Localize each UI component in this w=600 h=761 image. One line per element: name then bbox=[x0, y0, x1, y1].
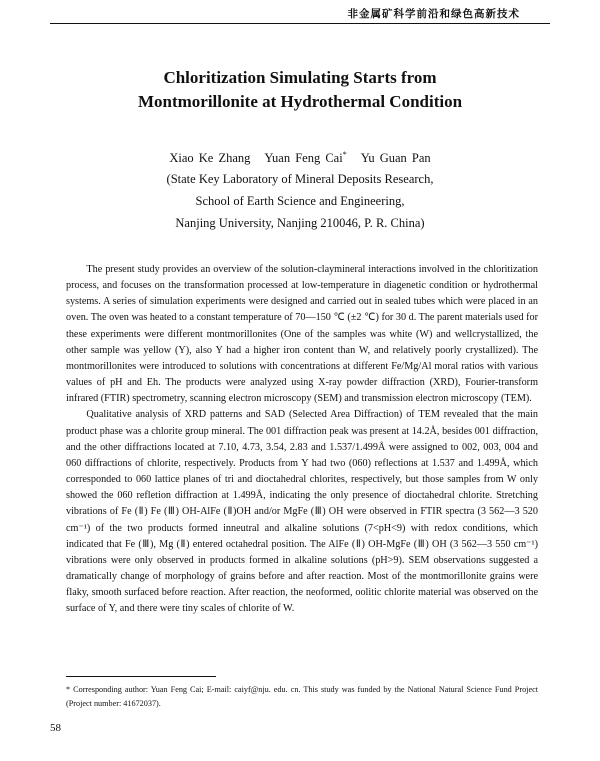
author-name: Yuan Feng Cai bbox=[264, 151, 343, 166]
affiliation-line-2: School of Earth Science and Engineering, bbox=[195, 194, 405, 208]
abstract-paragraph-2: Qualitative analysis of XRD patterns and SAD (Selected Area Diffraction) of TEM revealed that the main product phase was a chlorite group mineral. The 001 diffraction peak was present at 14.2Å, besides 001 diffraction, and the other diffractions located at 7.10, 4.73, 3.54, 2.83 and 1.537/1.499Å were assigned to 002, 003, 004 and 060 diffractions of chlorite, respectively. Products from Y had two (060) reflections at 1.537 and 1.499Å, which corresponded to 060 lattice planes of tri and dioctahedral chlorites, respectively, but those samples from W only showed the 060 refletion diffraction at 1.499Å, indicating the only presence of dioctahedral chlorite. Stretching vibrations of Fe (Ⅱ) Fe (Ⅲ) OH-AlFe (Ⅱ)OH and/or MgFe (Ⅲ) OH were observed in FTIR spectra (3 562—3 520 cm⁻¹) of the two products formed inneutral and alkaline solutions (7<pH<9) with redox conditions, which indicated that Fe (Ⅲ), Mg (Ⅱ) entered octahedral position. The AlFe (Ⅱ) OH-MgFe (Ⅲ) OH (3 562—3 550 cm⁻¹) vibrations were only observed in products formed in alkaline solutions (pH>9). SEM observations suggested a dramatically change of morphology of grains before and after reaction. Most of the montmorillonite grains were flaky, smooth surfaced before reaction. After reaction, the neoformed, oolitic chlorite material was observed on the surface of Y, and there were tiny scales of chlorite of W. bbox=[66, 409, 538, 615]
author-name: Yu Guan Pan bbox=[360, 151, 431, 166]
corresponding-author-mark: * bbox=[342, 150, 347, 159]
affiliation-line-1: (State Key Laboratory of Mineral Deposits Research, bbox=[166, 172, 434, 186]
paper-title-line-2: Montmorillonite at Hydrothermal Condition bbox=[137, 92, 463, 111]
header-divider bbox=[50, 23, 550, 24]
paper-title-line-1: Chloritization Simulating Starts from bbox=[163, 68, 437, 87]
running-header: 非金属矿科学前沿和绿色高新技术 bbox=[347, 8, 520, 20]
author-name: Xiao Ke Zhang bbox=[169, 151, 251, 166]
affiliation-line-3: Nanjing University, Nanjing 210046, P. R. China) bbox=[175, 216, 425, 230]
author-list bbox=[0, 150, 600, 166]
abstract-body bbox=[66, 262, 538, 617]
footnote-divider bbox=[66, 676, 216, 677]
footnote: * Corresponding author: Yuan Feng Cai; E-mail: caiyf@nju. edu. cn. This study was funded by the National Natural Science Fund Project (Project number: 41672037). bbox=[66, 685, 538, 708]
abstract-paragraph-1: The present study provides an overview of the solution-claymineral interactions involved in the chloritization process, and focuses on the transformation processed at low-temperature in diagenetic condition or hydrothermal systems. A series of simulation experiments were designed and carried out in sealed tubes which were placed in an oven. The oven was heated to a constant temperature of 70—150 ℃ (±2 ℃) for 30 d. The parent materials used for these experiments were different montmorillonites (One of the samples was white (W) and wellcrystallized, the other sample was yellow (Y), also Y had a higher iron content than W, and relatively poorly crystallized). The montmorillonites were introduced to solutions with concentrations at different Fe/Mg/Al moral ratios with various values of pH and Eh. The products were analyzed using X-ray powder diffraction (XRD), Fourier-transform infrared (FTIR) spectrometry, scanning electron microscopy (SEM) and transmission electron microscopy (TEM). bbox=[66, 264, 538, 405]
page-number: 58 bbox=[50, 722, 61, 734]
